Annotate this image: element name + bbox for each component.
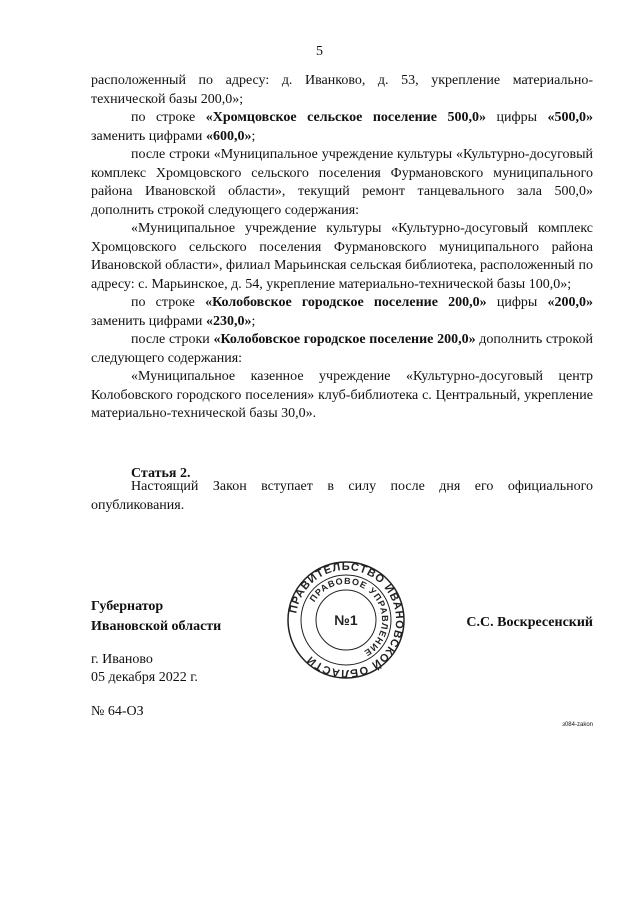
seal-outer-text: ПРАВИТЕЛЬСТВО ИВАНОВСКОЙ ОБЛАСТИ [287,560,406,680]
bold-phrase: «Колобовское городское поселение 200,0» [205,295,487,310]
paragraph-text: заменить цифрами [91,128,206,144]
bold-phrase: «500,0» [547,110,593,125]
signatory-title-line: Губернатор [91,599,164,614]
seal-number: №1 [334,612,358,628]
paragraph-4 [91,220,593,294]
paragraph-text: по строке [131,110,206,125]
paragraph-text: ; [251,128,256,144]
seal-inner-text: ПРАВОВОЕ УПРАВЛЕНИЕ [307,575,391,659]
paragraph-text: «Муниципальное учреждение культуры «Культурно-досуговый комплекс Хромцовского сельского поселения Фурмановского муниципального района Ивановской области», филиал Марьинская сельская библиотека, расположенный по адресу: с. Марьинское, д. 54, укрепление материально-технической базы 100,0»; [91,221,593,292]
bold-phrase: «Колобовское городское поселение 200,0» [213,332,476,347]
page-number: 5 [316,44,323,59]
bold-phrase: «230,0» [205,313,252,329]
document-body [91,72,593,424]
bold-phrase: «200,0» [547,295,593,310]
paragraph-text: расположенный по адресу: д. Иванково, д. 53, укрепление материально-технической базы 200,0»; [91,73,593,107]
paragraph-text: заменить цифрами [91,313,206,329]
signatory-title [91,597,221,637]
bold-phrase: «600,0» [205,128,252,144]
signatory-title-line: Ивановской области [91,619,222,634]
paragraph-text: дополнить строкой следующего содержания: [91,332,593,366]
paragraph-6 [91,331,593,368]
paragraph-text: после строки «Муниципальное учреждение культуры «Культурно-досуговый комплекс Хромцовского сельского поселения Фурмановского муниципального района Ивановской области», текущий ремонт танцевального зала 500,0» дополнить строкой следующего содержания: [91,147,593,218]
paragraph-text: цифры [485,110,548,125]
bold-phrase: «Хромцовское сельское поселение 500,0» [205,110,486,125]
paragraph-7 [91,368,593,424]
paragraph-5 [91,294,593,331]
file-code: з084-zakon [562,722,593,728]
paragraph-text: ; [251,313,256,329]
article-text: Настоящий Закон вступает в силу после дня его официального опубликования. [91,479,593,513]
official-seal [286,560,406,680]
paragraph-text: после строки [131,332,214,347]
paragraph-1 [91,72,593,109]
paragraph-text: цифры [486,295,548,310]
paragraph-text: «Муниципальное казенное учреждение «Культурно-досуговый центр Колобовского городского поселения» клуб-библиотека с. Центральный, укрепление материально-технической базы 30,0». [91,369,593,421]
paragraph-2 [91,109,593,146]
law-number: № 64-ОЗ [91,704,144,719]
article-heading: Статья 2. [131,466,191,481]
place: г. Иваново [91,652,153,667]
place-and-date [91,651,198,687]
signatory-name: С.С. Воскресенский [466,615,593,630]
paragraph-3 [91,146,593,220]
date: 05 декабря 2022 г. [91,670,198,685]
paragraph-text: по строке [131,295,206,310]
